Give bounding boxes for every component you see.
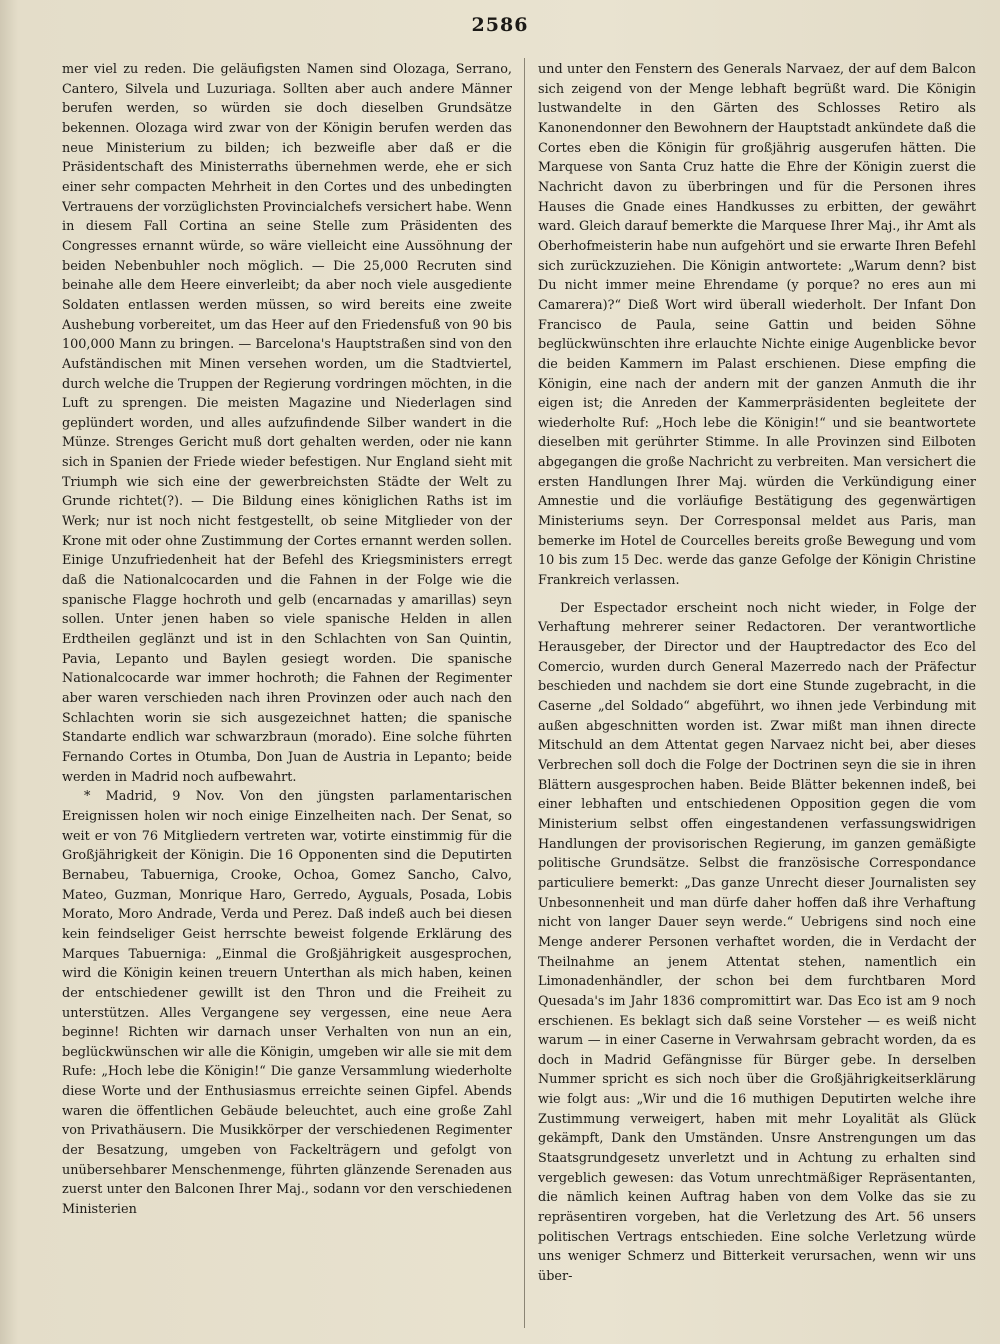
article-paragraph: mer viel zu reden. Die geläufigsten Namen sind Olozaga, Serrano, Cantero, Silvela und Luzuriaga. Sollten aber auch andere Männer berufen werden, so würden sie doch dieselben Grundsätze bekennen. Olozaga wird zwar von der Königin berufen werden das neue Ministerium zu bilden; ich bezweifle aber daß er die Präsidentschaft des Ministerraths übernehmen werde, ehe er sich einer sehr compacten Mehrheit in den Cortes und des unbedingten Vertrauens der vorzüglichsten Provincialchefs versichert habe. Wenn in diesem Fall Cortina an seine Stelle zum Präsidenten des Congresses ernannt würde, so wäre vielleicht eine Aussöhnung der beiden Nebenbuhler noch möglich. — Die 25,000 Recruten sind beinahe alle dem Heere einverleibt; da aber noch viele ausgediente Soldaten entlassen werden müssen, so wird bereits eine zweite Aushebung vorbereitet, um das Heer auf den Friedensfuß von 90 bis 100,000 Mann zu bringen. — Barcelona's Hauptstraßen sind von den Aufständischen mit Minen versehen worden, um die Stadtviertel, durch welche die Truppen der Regierung vordringen möchten, in die Luft zu sprengen. Die meisten Magazine und Niederlagen sind geplündert worden, und alles aufzufindende Silber wandert in die Münze. Strenges Gericht muß dort gehalten werden, oder nie kann sich in Spanien der Friede wieder befestigen. Nur England sieht mit Triumph wie sich eine der gewerbreichsten Städte der Welt zu Grunde richtet(?). — Die Bildung eines königlichen Raths ist im Werk; nur ist noch nicht festgestellt, ob seine Mitglieder von der Krone mit oder ohne Zustimmung der Cortes ernannt werden sollen. Einige Unzufriedenheit hat der Befehl des Kriegsministers erregt daß die Nationalcocarden und die Fahnen in der Folge wie die spanische Flagge hochroth und gelb (encarnadas y amarillas) seyn sollen. Unter jenen haben so viele spanische Helden in allen Erdtheilen geglänzt und ist in den Schlachten von San Quintin, Pavia, Lepanto und Baylen gesiegt worden. Die spanische Nationalcocarde war immer hochroth; die Fahnen der Regimenter aber waren verschieden nach ihren Provinzen oder auch nach den Schlachten worin sie sich ausgezeichnet hatten; die spanische Standarte endlich war schwarzbraun (morado). Eine solche führten Fernando Cortes in Otumba, Don Juan de Austria in Lepanto; beide werden in Madrid noch aufbewahrt. [62,62,512,785]
right-column [538,60,976,1330]
column-divider [524,58,525,1328]
espectador-report-paragraph: Der Espectador erscheint noch nicht wieder, in Folge der Verhaftung mehrerer seiner Redactoren. Der verantwortliche Herausgeber, der Director und der Hauptredactor des Eco del Comercio, wurden durch General Mazerredo nach der Präfectur beschieden und nachdem sie dort eine Stunde zugebracht, in die Caserne „del Soldado“ abgeführt, wo ihnen jede Verbindung mit außen abgeschnitten worden ist. Zwar mißt man ihnen directe Mitschuld an dem Attentat gegen Narvaez nicht bei, aber dieses Verbrechen soll doch die Folge der Doctrinen seyn die sie in ihren Blättern ausgesprochen haben. Beide Blätter bekennen indeß, bei einer lebhaften und entschiedenen Opposition gegen die vom Ministerium selbst offen eingestandenen verfassungswidrigen Handlungen der provisorischen Regierung, im ganzen gemäßigte politische Grundsätze. Selbst die französische Correspondance particuliere bemerkt: „Das ganze Unrecht dieser Journalisten sey Unbesonnenheit und man dürfe daher hoffen daß ihre Verhaftung nicht von langer Dauer seyn werde.“ Uebrigens sind noch eine Menge anderer Personen verhaftet worden, die in Verdacht der Theilnahme an jenem Attentat stehen, namentlich ein Limonadenhändler, der schon bei dem furchtbaren Mord Quesada's im Jahr 1836 compromittirt war. Das Eco ist am 9 noch erschienen. Es beklagt sich daß seine Vorsteher — es weiß nicht warum — in einer Caserne in Verwahrsam gebracht worden, da es doch in Madrid Gefängnisse für Bürger gebe. In derselben Nummer spricht es sich noch über die Großjährigkeitserklärung wie folgt aus: „Wir und die 16 muthigen Deputirten welche ihre Zustimmung verweigert, haben mit mehr Loyalität als Glück gekämpft, Dank den Umständen. Unsre Anstrengungen um das Staatsgrundgesetz unverletzt und in Achtung zu erhalten sind vergeblich gewesen: das Votum unrechtmäßiger Repräsentanten, die nämlich keinen Auftrag haben von dem Volke das sie zu repräsentiren vorgeben, hat die Verletzung des Art. 56 unsers politischen Vertrags entschieden. Eine solche Verletzung würde uns weniger Schmerz und Bitterkeit verursachen, wenn wir uns über- [538,600,976,1285]
left-column [62,60,512,1330]
article-paragraph: und unter den Fenstern des Generals Narvaez, der auf dem Balcon sich zeigend von der Menge lebhaft begrüßt ward. Die Königin lustwandelte in den Gärten des Schlosses Retiro als Kanonendonner den Bewohnern der Hauptstadt ankündete daß die Cortes eben die Königin für großjährig ausgerufen hätten. Die Marquese von Santa Cruz hatte die Ehre der Königin zuerst die Nachricht davon zu überbringen und für die Personen ihres Hauses die Gnade eines Handkusses zu erbitten, der gewährt ward. Gleich darauf bemerkte die Marquese Ihrer Maj., ihr Amt als Oberhofmeisterin habe nun aufgehört und sie erwarte Ihren Befehl sich zurückzuziehen. Die Königin antwortete: „Warum denn? bist Du nicht immer meine Ehrendame (y porque? no eres aun mi Camarera)?“ Dieß Wort wird überall wiederholt. Der Infant Don Francisco de Paula, seine Gattin und beiden Söhne beglückwünschten ihre erlauchte Nichte einige Augenblicke bevor die beiden Kammern im Palast erschienen. Diese empfing die Königin, eine nach der andern mit der ganzen Anmuth die ihr eigen ist; die Anreden der Kammerpräsidenten begleitete der wiederholte Ruf: „Hoch lebe die Königin!“ und sie beantwortete dieselben mit gerührter Stimme. In alle Provinzen sind Eilboten abgegangen die große Nachricht zu verbreiten. Man versichert die ersten Handlungen Ihrer Maj. würden die Verkündigung einer Amnestie und die vorläufige Bestätigung des gegenwärtigen Ministeriums seyn. Der Corresponsal meldet aus Paris, man bemerke im Hotel de Courcelles bereits große Bewegung und vom 10 bis zum 15 Dec. werde das ganze Gefolge der Königin Christine Frankreich verlassen. [538,62,976,589]
page-number: 2586 [471,14,529,36]
madrid-report-paragraph: * Madrid, 9 Nov. Von den jüngsten parlamentarischen Ereignissen holen wir noch einige Einzelheiten nach. Der Senat, so weit er von 76 Mitgliedern vertreten war, votirte einstimmig für die Großjährigkeit der Königin. Die 16 Opponenten sind die Deputirten Bernabeu, Tabuerniga, Crooke, Ochoa, Gomez Sancho, Calvo, Mateo, Guzman, Monrique Haro, Gerredo, Ayguals, Posada, Lobis Morato, Moro Andrade, Verda und Perez. Daß indeß auch bei diesen kein feindseliger Geist herrschte beweist folgende Erklärung des Marques Tabuerniga: „Einmal die Großjährigkeit ausgesprochen, wird die Königin keinen treuern Unterthan als mich haben, keinen der entschiedener gewillt ist den Thron und die Freiheit zu unterstützen. Alles Vergangene sey vergessen, eine neue Aera beginne! Richten wir darnach unser Verhalten von nun an ein, beglückwünschen wir alle die Königin, umgeben wir alle sie mit dem Rufe: „Hoch lebe die Königin!“ Die ganze Versammlung wiederholte diese Worte und der Enthusiasmus erreichte seinen Gipfel. Abends waren die öffentlichen Gebäude beleuchtet, auch eine große Zahl von Privathäusern. Die Musikkörper der verschiedenen Regimenter der Besatzung, umgeben von Fackelträgern und gefolgt von unübersehbarer Menschenmenge, führten glänzende Serenaden aus zuerst unter den Balconen Ihrer Maj., sodann vor den verschiedenen Ministerien [62,789,512,1218]
